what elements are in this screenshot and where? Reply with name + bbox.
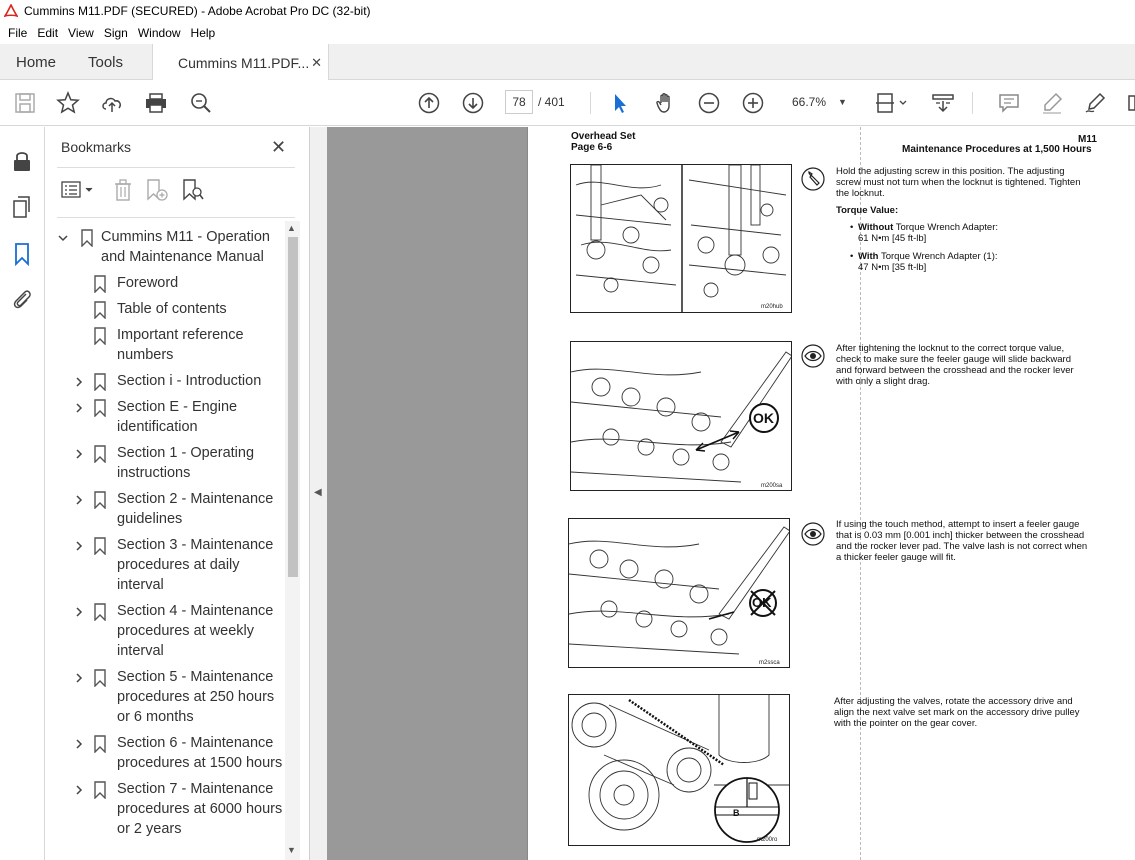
menu-view[interactable]: View <box>68 26 94 40</box>
instruction-hold-screw: Hold the adjusting screw in this position. The adjusting screw must not turn when the locknut is tightened. Tighten the locknut. <box>836 166 1081 199</box>
toolbar-divider <box>972 92 973 114</box>
eye-icon <box>801 344 825 368</box>
options-menu-icon[interactable] <box>61 180 95 200</box>
divider <box>57 167 295 168</box>
select-cursor-icon[interactable] <box>608 91 632 115</box>
bookmark-label: Section 2 - Maintenance guidelines <box>117 491 274 527</box>
acrobat-icon <box>4 4 18 18</box>
page-number-input[interactable]: 78 <box>505 90 533 114</box>
instruction-touch-method: If using the touch method, attempt to insert a feeler gauge that is 0.03 mm [0.001 inch] thicker between the crosshead and the rocker lever pad. The valve lash is not correct when a thicker feeler gauge will fit. <box>836 519 1088 563</box>
bookmark-item[interactable] <box>45 443 285 483</box>
bookmark-label: Section 4 - Maintenance procedures at weekly interval <box>117 603 274 659</box>
page-count: / 401 <box>538 95 565 109</box>
chevron-right-icon[interactable] <box>73 402 85 414</box>
chevron-right-icon[interactable] <box>73 494 85 506</box>
bookmark-item[interactable] <box>45 273 285 293</box>
bookmark-tree <box>45 221 285 860</box>
instruction-check-feeler: After tightening the locknut to the correct torque value, check to make sure the feeler gauge will slide backward and forward between the crosshead and the rocker lever with only a slight drag. <box>836 343 1074 387</box>
bookmark-label: Section 7 - Maintenance procedures at 6000 hours or 2 years <box>117 781 283 837</box>
tab-document[interactable] <box>152 44 329 81</box>
bookmark-icon <box>93 301 107 319</box>
bookmark-label: Important reference numbers <box>117 327 244 363</box>
bookmark-item[interactable] <box>45 397 285 437</box>
bookmark-icon <box>93 603 107 621</box>
instruction-rotate-drive: After adjusting the valves, rotate the accessory drive and align the next valve set mark on the accessory drive pulley with the pointer on the gear cover. <box>834 696 1080 729</box>
bookmark-label: Section E - Engine identification <box>117 399 238 435</box>
figure-code: m2ssca <box>759 660 780 666</box>
scroll-thumb[interactable] <box>288 237 298 577</box>
menu-sign[interactable]: Sign <box>103 26 128 40</box>
scroll-mode-icon[interactable] <box>931 91 955 115</box>
bookmark-icon <box>93 445 107 463</box>
page-thumbnails-icon[interactable] <box>10 195 34 219</box>
bookmark-icon <box>93 275 107 293</box>
bookmark-item[interactable] <box>45 489 285 529</box>
figure-code: m20hub <box>761 304 783 310</box>
star-icon[interactable] <box>56 91 80 115</box>
zoom-select[interactable] <box>786 90 854 114</box>
tab-home[interactable]: Home <box>16 53 57 71</box>
bookmark-item[interactable] <box>45 227 285 267</box>
bookmark-label: Section 1 - Operating instructions <box>117 445 255 481</box>
figure-code: m200sa <box>761 483 783 489</box>
chevron-right-icon[interactable] <box>73 738 85 750</box>
hand-tool-icon[interactable] <box>653 91 677 115</box>
chevron-right-icon[interactable] <box>73 540 85 552</box>
bookmark-item[interactable] <box>45 779 285 839</box>
chevron-right-icon[interactable] <box>73 448 85 460</box>
page-header-model: M11 <box>1078 134 1097 145</box>
not-ok-label: OK <box>752 595 772 610</box>
page-down-icon[interactable] <box>461 91 485 115</box>
bookmark-label: Table of contents <box>117 301 227 317</box>
bookmark-icon <box>93 781 107 799</box>
save-icon[interactable] <box>13 91 37 115</box>
window-title: Cummins M11.PDF (SECURED) - Adobe Acrobat Pro DC (32-bit) <box>24 4 371 18</box>
bookmark-label: Section 5 - Maintenance procedures at 250 hours or 6 months <box>117 669 275 725</box>
new-bookmark-icon[interactable] <box>145 179 169 201</box>
torque-heading: Torque Value: <box>836 205 899 216</box>
bookmarks-panel <box>45 127 310 860</box>
page-header-section: Overhead Set <box>571 131 636 142</box>
torque-without-adapter: • Without Torque Wrench Adapter: 61 N•m [45 ft-lb] <box>850 222 999 244</box>
bookmark-label: Section i - Introduction <box>117 373 262 389</box>
figure-feeler-gauge-ok <box>570 341 792 491</box>
menu-help[interactable]: Help <box>190 26 216 40</box>
comment-icon[interactable] <box>997 91 1021 115</box>
bookmarks-title: Bookmarks <box>61 139 132 155</box>
figure-adjusting-screw <box>570 164 792 313</box>
lock-icon[interactable] <box>10 149 34 173</box>
figure-accessory-drive <box>568 694 790 846</box>
chevron-down-icon[interactable] <box>57 232 69 244</box>
bookmark-item[interactable] <box>45 733 285 773</box>
tab-bar <box>0 44 1135 80</box>
wrench-icon <box>801 167 825 191</box>
scroll-down-icon[interactable]: ▼ <box>287 845 296 855</box>
bookmark-label: Foreword <box>117 275 179 291</box>
menu-window[interactable]: Window <box>137 26 181 40</box>
tab-tools[interactable]: Tools <box>88 53 124 71</box>
more-tools-icon[interactable] <box>1123 91 1135 115</box>
bookmark-item[interactable] <box>45 325 285 365</box>
menu-edit[interactable]: Edit <box>37 26 59 40</box>
bookmark-icon <box>93 537 107 555</box>
chevron-right-icon[interactable] <box>73 606 85 618</box>
print-icon[interactable] <box>144 91 168 115</box>
bookmark-icon <box>93 327 107 345</box>
zoom-search-icon[interactable] <box>189 91 213 115</box>
pdf-page <box>527 127 1135 860</box>
tab-document-label: Cummins M11.PDF... <box>178 54 310 71</box>
bookmark-item[interactable] <box>45 667 285 727</box>
page-header-chapter: Maintenance Procedures at 1,500 Hours <box>902 144 1092 155</box>
close-icon[interactable]: ✕ <box>271 137 287 157</box>
bookmark-item[interactable] <box>45 535 285 595</box>
bookmark-panel-icon[interactable] <box>10 242 34 266</box>
sign-pen-icon[interactable] <box>1083 91 1107 115</box>
ok-label: OK <box>753 410 774 426</box>
menu-file[interactable]: File <box>8 26 28 40</box>
left-rail <box>0 127 45 860</box>
bookmarks-scrollbar[interactable] <box>285 221 300 860</box>
page-header-page: Page 6-6 <box>571 142 613 153</box>
attachment-icon[interactable] <box>10 287 34 311</box>
bookmark-item[interactable] <box>45 299 285 319</box>
panel-splitter[interactable] <box>310 127 327 860</box>
bookmark-icon <box>93 735 107 753</box>
bookmark-icon <box>93 399 107 417</box>
find-bookmark-icon[interactable] <box>181 179 205 201</box>
bookmark-icon <box>93 669 107 687</box>
page-fit-icon[interactable] <box>874 91 910 115</box>
document-viewport[interactable] <box>327 127 1135 860</box>
chevron-right-icon[interactable] <box>73 376 85 388</box>
figure-code: m200ro <box>757 837 778 843</box>
page-up-icon[interactable] <box>417 91 441 115</box>
toolbar-divider <box>590 92 591 114</box>
zoom-value: 66.7% <box>792 95 827 109</box>
chevron-right-icon[interactable] <box>73 784 85 796</box>
bookmark-label: Cummins M11 - Operation and Maintenance Manual <box>101 229 270 265</box>
pulley-drawing <box>569 695 790 846</box>
torque-with-adapter: • With Torque Wrench Adapter (1): 47 N•m [35 ft-lb] <box>850 251 998 273</box>
bookmark-item[interactable] <box>45 371 285 391</box>
close-tab-icon[interactable]: ✕ <box>311 55 322 70</box>
bookmark-icon <box>80 229 94 247</box>
engine-rocker-drawing <box>571 165 792 313</box>
toolbar <box>0 80 1135 126</box>
valve-set-mark-label: B <box>733 808 740 818</box>
chevron-right-icon[interactable] <box>73 672 85 684</box>
bookmark-tools <box>57 177 297 203</box>
trash-icon[interactable] <box>113 179 133 201</box>
chevron-down-icon: ▼ <box>838 97 847 107</box>
bookmark-icon <box>93 491 107 509</box>
menu-bar <box>0 22 1135 44</box>
bookmark-icon <box>93 373 107 391</box>
highlight-pen-icon[interactable] <box>1040 91 1064 115</box>
zoom-in-icon[interactable] <box>741 91 765 115</box>
title-bar <box>0 0 1135 22</box>
bookmark-label: Section 6 - Maintenance procedures at 1500 hours <box>117 735 283 771</box>
eye-icon <box>801 522 825 546</box>
thicker-gauge-drawing <box>569 519 790 668</box>
zoom-out-icon[interactable] <box>697 91 721 115</box>
scroll-up-icon[interactable]: ▲ <box>287 223 296 233</box>
bookmark-item[interactable] <box>45 601 285 661</box>
bookmark-label: Section 3 - Maintenance procedures at daily interval <box>117 537 274 593</box>
divider <box>57 217 295 218</box>
cloud-upload-icon[interactable] <box>100 91 124 115</box>
figure-feeler-gauge-not-ok <box>568 518 790 668</box>
collapse-panel-icon[interactable]: ◀ <box>314 487 322 498</box>
